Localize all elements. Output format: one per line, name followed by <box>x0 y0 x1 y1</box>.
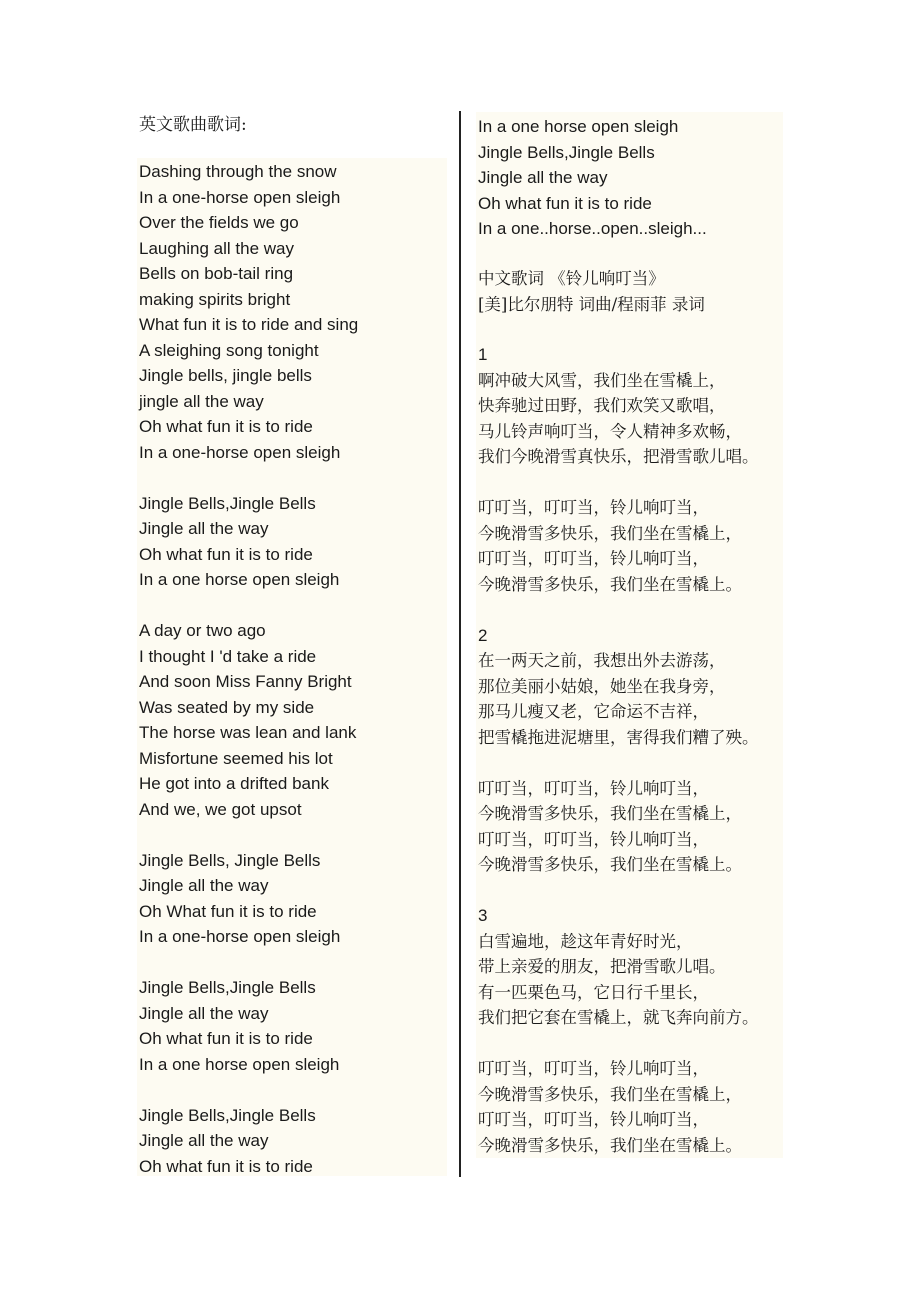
blank-line <box>139 1077 358 1103</box>
chinese-chorus-line: 今晚滑雪多快乐，我们坐在雪橇上。 <box>478 574 742 594</box>
lyric-line: In a one horse open sleigh <box>139 1054 340 1074</box>
chinese-lyric-line: 在一两天之前，我想出外去游荡， <box>478 651 726 670</box>
lyric-line: Jingle all the way <box>478 168 608 187</box>
chinese-lyric-line: 我们今晚滑雪真快乐，把滑雪歌儿唱。 <box>478 447 759 466</box>
lyric-line: A day or two ago <box>139 621 266 640</box>
chinese-lyric-line: 我们把它套在雪橇上，就飞奔向前方。 <box>478 1008 759 1027</box>
lyric-line: A sleighing song tonight <box>139 340 319 360</box>
lyric-line: Misfortune seemed his lot <box>139 748 333 768</box>
english-lyrics-text <box>139 159 358 1179</box>
chinese-chorus-line: 叮叮当，叮叮当，铃儿响叮当， <box>478 1110 709 1129</box>
blank-line <box>478 1031 759 1057</box>
lyric-line: Was seated by my side <box>139 697 315 717</box>
chinese-lyrics-header <box>478 266 705 317</box>
lyric-line: He got into a drifted bank <box>139 774 329 793</box>
lyric-line: Jingle Bells, Jingle Bells <box>139 850 321 870</box>
chinese-lyrics-text <box>478 342 759 1158</box>
lyric-line: Dashing through the snow <box>139 162 337 181</box>
verse-number: 2 <box>478 625 488 645</box>
blank-line <box>478 750 759 776</box>
lyric-line: Jingle all the way <box>139 1003 269 1023</box>
blank-line <box>139 950 358 976</box>
chinese-lyric-line: 有一匹栗色马，它日行千里长， <box>478 982 709 1002</box>
lyric-line: Jingle all the way <box>139 876 269 895</box>
lyric-line: Bells on bob-tail ring <box>139 264 294 283</box>
lyric-line: In a one horse open sleigh <box>139 570 340 589</box>
column-divider <box>459 111 461 1177</box>
lyric-line: What fun it is to ride and sing <box>139 315 359 334</box>
chinese-lyrics-credit: [美]比尔朋特 词曲/程雨菲 录词 <box>478 294 705 314</box>
chinese-lyrics-title: 中文歌词 《铃儿响叮当》 <box>478 269 665 288</box>
lyric-line: And soon Miss Fanny Bright <box>139 672 352 691</box>
chinese-lyric-line: 那马儿瘦又老，它命运不吉祥， <box>478 702 709 721</box>
chinese-lyric-line: 马儿铃声响叮当，令人精神多欢畅， <box>478 421 742 441</box>
lyric-line: jingle all the way <box>139 391 264 411</box>
chinese-chorus-line: 叮叮当，叮叮当，铃儿响叮当， <box>478 778 709 798</box>
lyric-line: Jingle Bells,Jingle Bells <box>139 978 316 997</box>
right-lyrics-column <box>476 112 783 1158</box>
lyric-line: In a one horse open sleigh <box>478 117 679 136</box>
chinese-chorus-line: 叮叮当，叮叮当，铃儿响叮当， <box>478 498 709 517</box>
blank-line <box>478 470 759 496</box>
chinese-lyric-line: 快奔驰过田野，我们欢笑又歌唱， <box>478 396 726 415</box>
lyric-line: Oh What fun it is to ride <box>139 901 317 921</box>
english-lyrics-column <box>137 158 447 1176</box>
lyric-line: In a one-horse open sleigh <box>139 442 341 462</box>
blank-line <box>478 597 759 623</box>
blank-line <box>139 465 358 491</box>
chinese-chorus-line: 叮叮当，叮叮当，铃儿响叮当， <box>478 1059 709 1078</box>
lyric-line: Laughing all the way <box>139 238 295 258</box>
chinese-lyric-line: 白雪遍地，趁这年青好时光， <box>478 931 693 951</box>
lyric-line: Oh what fun it is to ride <box>139 417 313 436</box>
lyric-line: Jingle Bells,Jingle Bells <box>139 1105 316 1125</box>
lyric-line: In a one-horse open sleigh <box>139 927 341 946</box>
lyric-line: In a one-horse open sleigh <box>139 187 341 207</box>
lyric-line: In a one..horse..open..sleigh... <box>478 219 707 238</box>
verse-number: 3 <box>478 906 488 925</box>
lyric-line: Jingle bells, jingle bells <box>139 366 312 385</box>
english-lyrics-continued <box>478 114 707 242</box>
lyric-line: Jingle Bells,Jingle Bells <box>478 142 655 162</box>
lyric-line: Oh what fun it is to ride <box>478 193 652 213</box>
lyric-line: Jingle all the way <box>139 1131 269 1150</box>
chinese-lyric-line: 把雪橇拖进泥塘里，害得我们糟了殃。 <box>478 727 759 747</box>
lyric-line: Oh what fun it is to ride <box>139 544 313 564</box>
chinese-chorus-line: 今晚滑雪多快乐，我们坐在雪橇上， <box>478 523 742 543</box>
chinese-lyric-line: 那位美丽小姑娘，她坐在我身旁， <box>478 676 726 696</box>
verse-number: 1 <box>478 345 488 364</box>
lyric-line: Oh what fun it is to ride <box>139 1029 313 1048</box>
blank-line <box>139 822 358 848</box>
lyric-line: I thought I 'd take a ride <box>139 646 317 666</box>
lyric-line: Oh what fun it is to ride <box>139 1156 313 1176</box>
chinese-chorus-line: 今晚滑雪多快乐，我们坐在雪橇上。 <box>478 1135 742 1155</box>
lyric-line: making spirits bright <box>139 289 291 309</box>
lyric-line: Jingle all the way <box>139 519 269 538</box>
lyric-line: Over the fields we go <box>139 213 299 232</box>
chinese-chorus-line: 今晚滑雪多快乐，我们坐在雪橇上， <box>478 1084 742 1104</box>
lyric-line: The horse was lean and lank <box>139 723 357 742</box>
chinese-chorus-line: 今晚滑雪多快乐，我们坐在雪橇上， <box>478 804 742 823</box>
chinese-lyric-line: 带上亲爱的朋友，把滑雪歌儿唱。 <box>478 957 726 976</box>
lyric-line: Jingle Bells,Jingle Bells <box>139 493 316 513</box>
lyric-line: And we, we got upsot <box>139 799 302 819</box>
chinese-chorus-line: 叮叮当，叮叮当，铃儿响叮当， <box>478 549 709 568</box>
blank-line <box>139 593 358 619</box>
chinese-chorus-line: 今晚滑雪多快乐，我们坐在雪橇上。 <box>478 855 742 874</box>
blank-line <box>478 878 759 904</box>
chinese-chorus-line: 叮叮当，叮叮当，铃儿响叮当， <box>478 829 709 849</box>
chinese-lyric-line: 啊冲破大风雪，我们坐在雪橇上， <box>478 370 726 390</box>
english-lyrics-heading: 英文歌曲歌词: <box>139 115 247 135</box>
